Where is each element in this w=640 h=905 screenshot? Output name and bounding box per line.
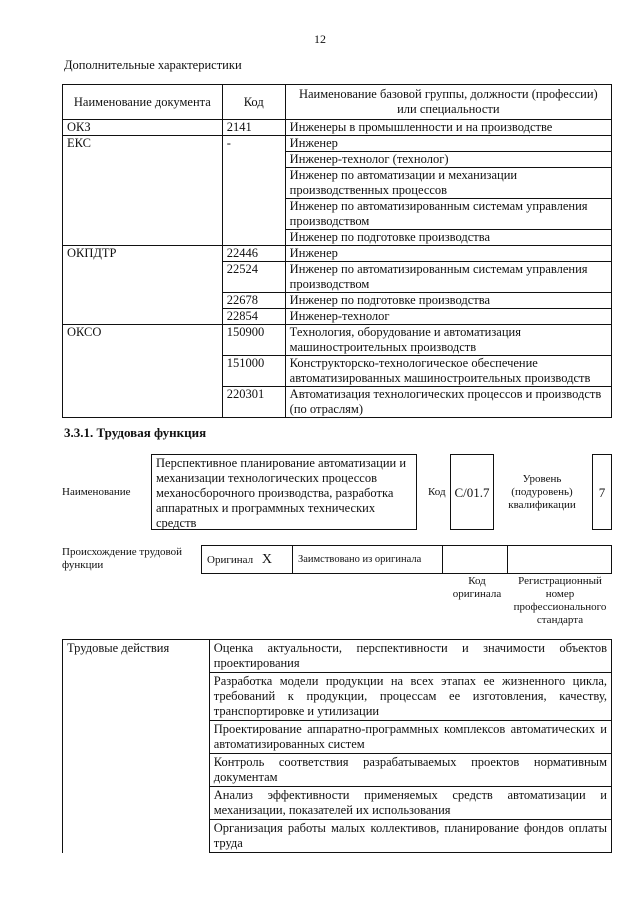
name-cell: Технология, оборудование и автоматизация машиностроительных производств bbox=[285, 325, 611, 356]
borrowed-label: Заимствовано из оригинала bbox=[298, 554, 422, 565]
code-cell: 2141 bbox=[222, 120, 285, 136]
table-header-row bbox=[63, 85, 612, 120]
code-original-cell bbox=[443, 546, 508, 573]
table-row bbox=[63, 120, 612, 136]
name-cell: Инженер-технолог (технолог) bbox=[285, 152, 611, 168]
code-cell: 22524 bbox=[222, 262, 285, 293]
function-code: С/01.7 bbox=[454, 485, 490, 500]
header-name: Наименование базовой группы, должности (профессии) или специальности bbox=[285, 85, 611, 120]
section-title: Дополнительные характеристики bbox=[64, 58, 242, 72]
original-cell bbox=[202, 546, 293, 573]
reg-number-cell bbox=[508, 546, 611, 573]
table-row bbox=[63, 136, 612, 152]
labor-actions-table bbox=[62, 639, 612, 853]
doc-cell: ЕКС bbox=[63, 136, 223, 246]
reg-number-label: Регистрационный номер профессионального стандарта bbox=[513, 575, 607, 626]
page-number: 12 bbox=[314, 32, 326, 46]
code-cell: - bbox=[222, 136, 285, 152]
name-cell: Инженер по автоматизации и механизации производственных процессов bbox=[285, 168, 611, 199]
origin-row bbox=[201, 545, 612, 574]
original-mark: X bbox=[261, 552, 272, 567]
name-cell: Инженер по подготовке производства bbox=[285, 230, 611, 246]
code-cell: 220301 bbox=[222, 387, 285, 418]
action-item: Анализ эффективности применяемых средств автоматизации и механизации, показателей их использования bbox=[209, 787, 611, 820]
header-doc: Наименование документа bbox=[63, 85, 223, 120]
action-item: Оценка актуальности, перспективности и значимости объектов проектирования bbox=[209, 640, 611, 673]
function-code-box bbox=[450, 454, 494, 530]
table-row bbox=[63, 325, 612, 356]
name-cell: Инженер bbox=[285, 246, 611, 262]
name-cell: Инженер bbox=[285, 136, 611, 152]
doc-cell: ОКПДТР bbox=[63, 246, 223, 325]
level-label: Уровень (подуровень) квалификации bbox=[508, 473, 576, 511]
name-cell: Инженер по автоматизированным системам управления производством bbox=[285, 199, 611, 230]
doc-cell: ОКСО bbox=[63, 325, 223, 418]
code-cell: 22854 bbox=[222, 309, 285, 325]
table-row bbox=[63, 246, 612, 262]
doc-cell: ОКЗ bbox=[63, 120, 223, 136]
action-item: Организация работы малых коллективов, планирование фондов оплаты труда bbox=[209, 820, 611, 853]
labor-function-heading: 3.3.1. Трудовая функция bbox=[64, 425, 207, 440]
actions-label: Трудовые действия bbox=[63, 640, 210, 853]
code-cell: 151000 bbox=[222, 356, 285, 387]
name-label: Наименование bbox=[62, 486, 131, 498]
action-item: Контроль соответствия разрабатываемых проектов нормативным документам bbox=[209, 754, 611, 787]
code-cell-empty bbox=[222, 199, 285, 230]
level-value: 7 bbox=[598, 485, 606, 500]
name-cell: Инженеры в промышленности и на производстве bbox=[285, 120, 611, 136]
action-item: Проектирование аппаратно-программных комплексов автоматических и автоматизированных систем bbox=[209, 721, 611, 754]
code-cell: 22678 bbox=[222, 293, 285, 309]
name-cell: Автоматизация технологических процессов и производств (по отраслям) bbox=[285, 387, 611, 418]
name-cell: Инженер-технолог bbox=[285, 309, 611, 325]
code-cell-empty bbox=[222, 168, 285, 199]
code-cell: 22446 bbox=[222, 246, 285, 262]
borrowed-cell bbox=[293, 546, 443, 573]
original-label: Оригинал bbox=[207, 554, 254, 566]
name-cell: Конструкторско-технологическое обеспечение автоматизированных машиностроительных производств bbox=[285, 356, 611, 387]
header-code: Код bbox=[222, 85, 285, 120]
table-row bbox=[63, 640, 612, 673]
code-cell-empty bbox=[222, 152, 285, 168]
name-cell: Инженер по подготовке производства bbox=[285, 293, 611, 309]
level-box bbox=[592, 454, 612, 530]
code-original-label: Код оригинала bbox=[452, 575, 502, 600]
additional-characteristics-table bbox=[62, 84, 612, 418]
name-cell: Инженер по автоматизированным системам управления производством bbox=[285, 262, 611, 293]
code-cell-empty bbox=[222, 230, 285, 246]
origin-label: Происхождение трудовой функции bbox=[62, 546, 183, 571]
action-item: Разработка модели продукции на всех этапах ее жизненного цикла, требований к продукции, процессам ее изготовления, качеству, транспортировке и утилизации bbox=[209, 673, 611, 721]
function-name: Перспективное планирование автоматизации и механизации технологических процессов механосборочного производства, разработка аппаратных и программных технических средств bbox=[156, 456, 407, 530]
code-label: Код bbox=[428, 486, 446, 498]
function-name-box bbox=[151, 454, 417, 530]
code-cell: 150900 bbox=[222, 325, 285, 356]
